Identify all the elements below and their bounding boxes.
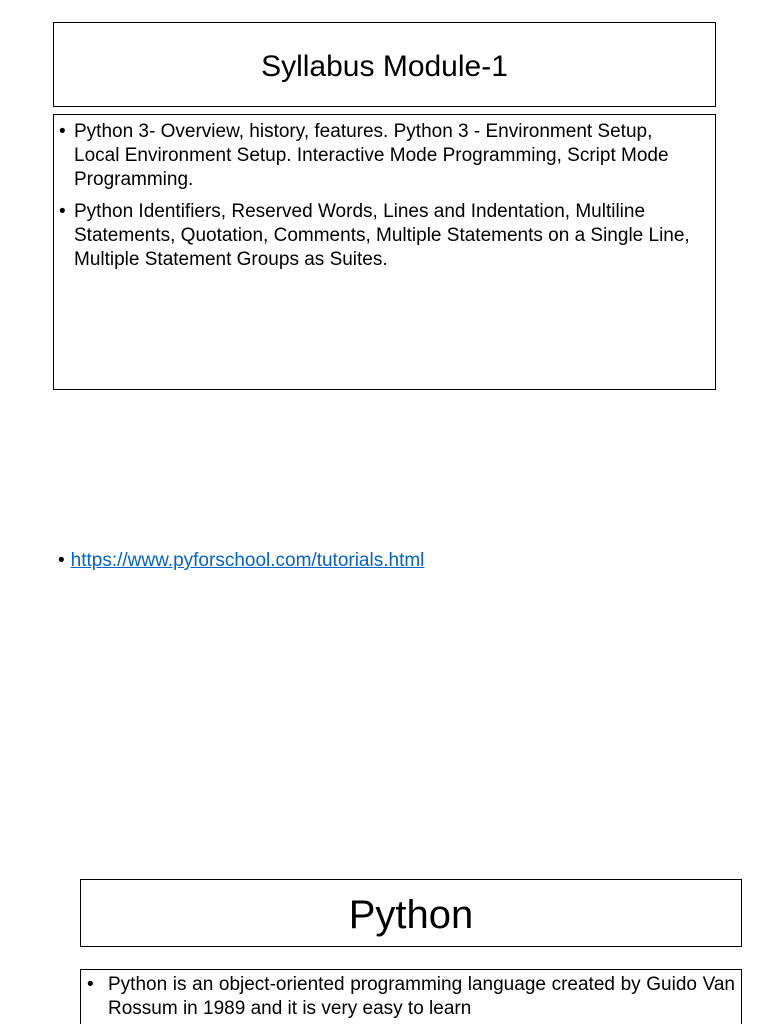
syllabus-title-box bbox=[53, 22, 716, 107]
python-title-box bbox=[80, 879, 742, 947]
syllabus-bullet-item bbox=[59, 200, 703, 272]
tutorial-link[interactable]: https://www.pyforschool.com/tutorials.html bbox=[70, 550, 425, 571]
python-content-box bbox=[80, 969, 742, 1024]
bullet-marker: • bbox=[59, 201, 66, 222]
python-bullet-text: Python is an object-oriented programming language created by Guido Van Rossum in 1989 and it is very easy to learn bbox=[108, 974, 735, 1019]
syllabus-bullet-item bbox=[59, 120, 703, 192]
syllabus-content-box bbox=[53, 114, 716, 390]
python-bullet-list bbox=[87, 973, 735, 1021]
tutorial-link-line bbox=[58, 549, 424, 573]
syllabus-bullet-list bbox=[59, 120, 703, 272]
bullet-marker: • bbox=[59, 121, 66, 142]
python-bullet-item bbox=[87, 973, 735, 1021]
bullet-marker: • bbox=[58, 550, 65, 571]
python-title: Python bbox=[348, 892, 474, 937]
bullet-marker: • bbox=[87, 974, 94, 995]
syllabus-title: Syllabus Module-1 bbox=[261, 49, 508, 83]
syllabus-bullet-text: Python 3- Overview, history, features. Python 3 - Environment Setup, Local Environment Setup. Interactive Mode Programming, Script Mode Programming. bbox=[74, 121, 669, 190]
syllabus-bullet-text: Python Identifiers, Reserved Words, Lines and Indentation, Multiline Statements, Quotation, Comments, Multiple Statements on a Single Line, Multiple Statement Groups as Suites. bbox=[74, 201, 690, 270]
